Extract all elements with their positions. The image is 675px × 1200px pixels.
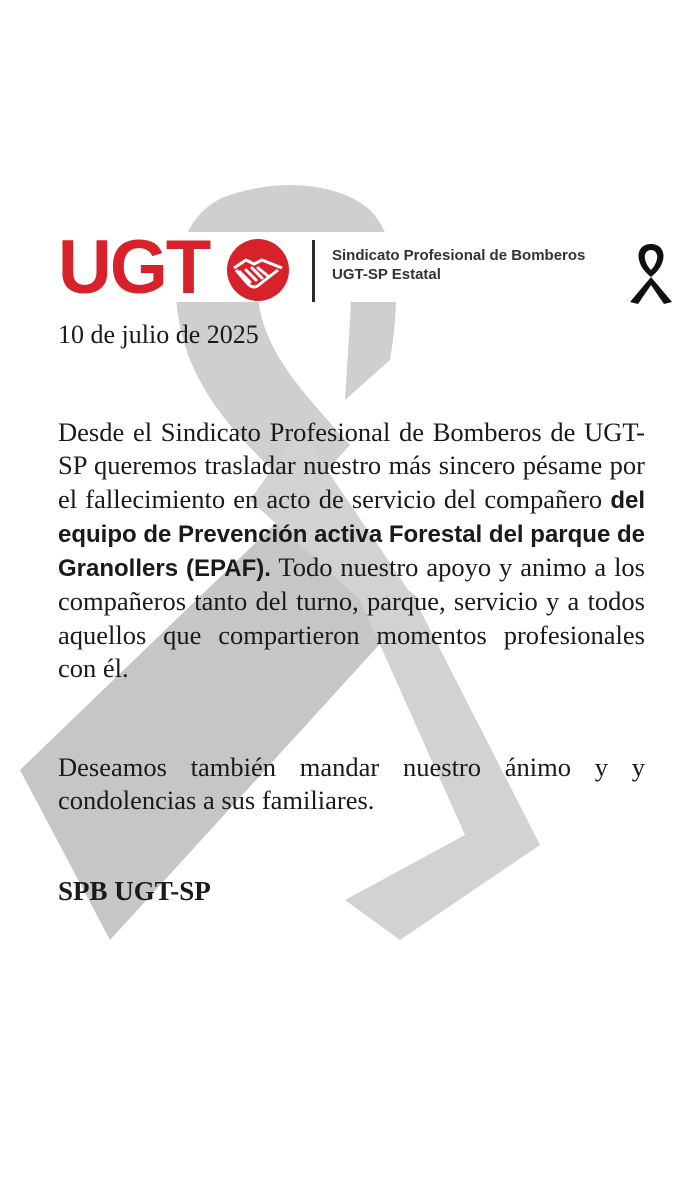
black-mourning-ribbon-icon	[626, 240, 675, 304]
signature: SPB UGT-SP	[58, 876, 211, 906]
org-name: Sindicato Profesional de Bomberos	[332, 247, 586, 264]
letterhead	[0, 225, 675, 310]
condolence-paragraph	[58, 416, 645, 685]
ugt-logo-text: UGT	[58, 225, 210, 310]
handshake-logo-icon	[226, 238, 290, 302]
letter-date: 10 de julio de 2025	[58, 320, 259, 349]
paragraph-text-continued: Todo nuestro apoyo y animo a los compañeros tanto del turno, parque, servicio y a todos aquellos que compartieron momentos profesionales con él.	[58, 552, 645, 684]
letterhead-divider	[312, 240, 315, 302]
paragraph-text: Desde el Sindicato Profesional de Bomberos de UGT-SP queremos trasladar nuestro más sincero pésame por el fallecimiento en acto de servicio del compañero	[58, 417, 645, 514]
paragraph-bold-text: del equipo de Prevención activa Forestal del parque de Granollers (EPAF).	[58, 486, 645, 583]
org-subtitle: UGT-SP Estatal	[332, 266, 441, 283]
family-condolence-paragraph: Deseamos también mandar nuestro ánimo y y condolencias a sus familiares.	[58, 752, 645, 816]
